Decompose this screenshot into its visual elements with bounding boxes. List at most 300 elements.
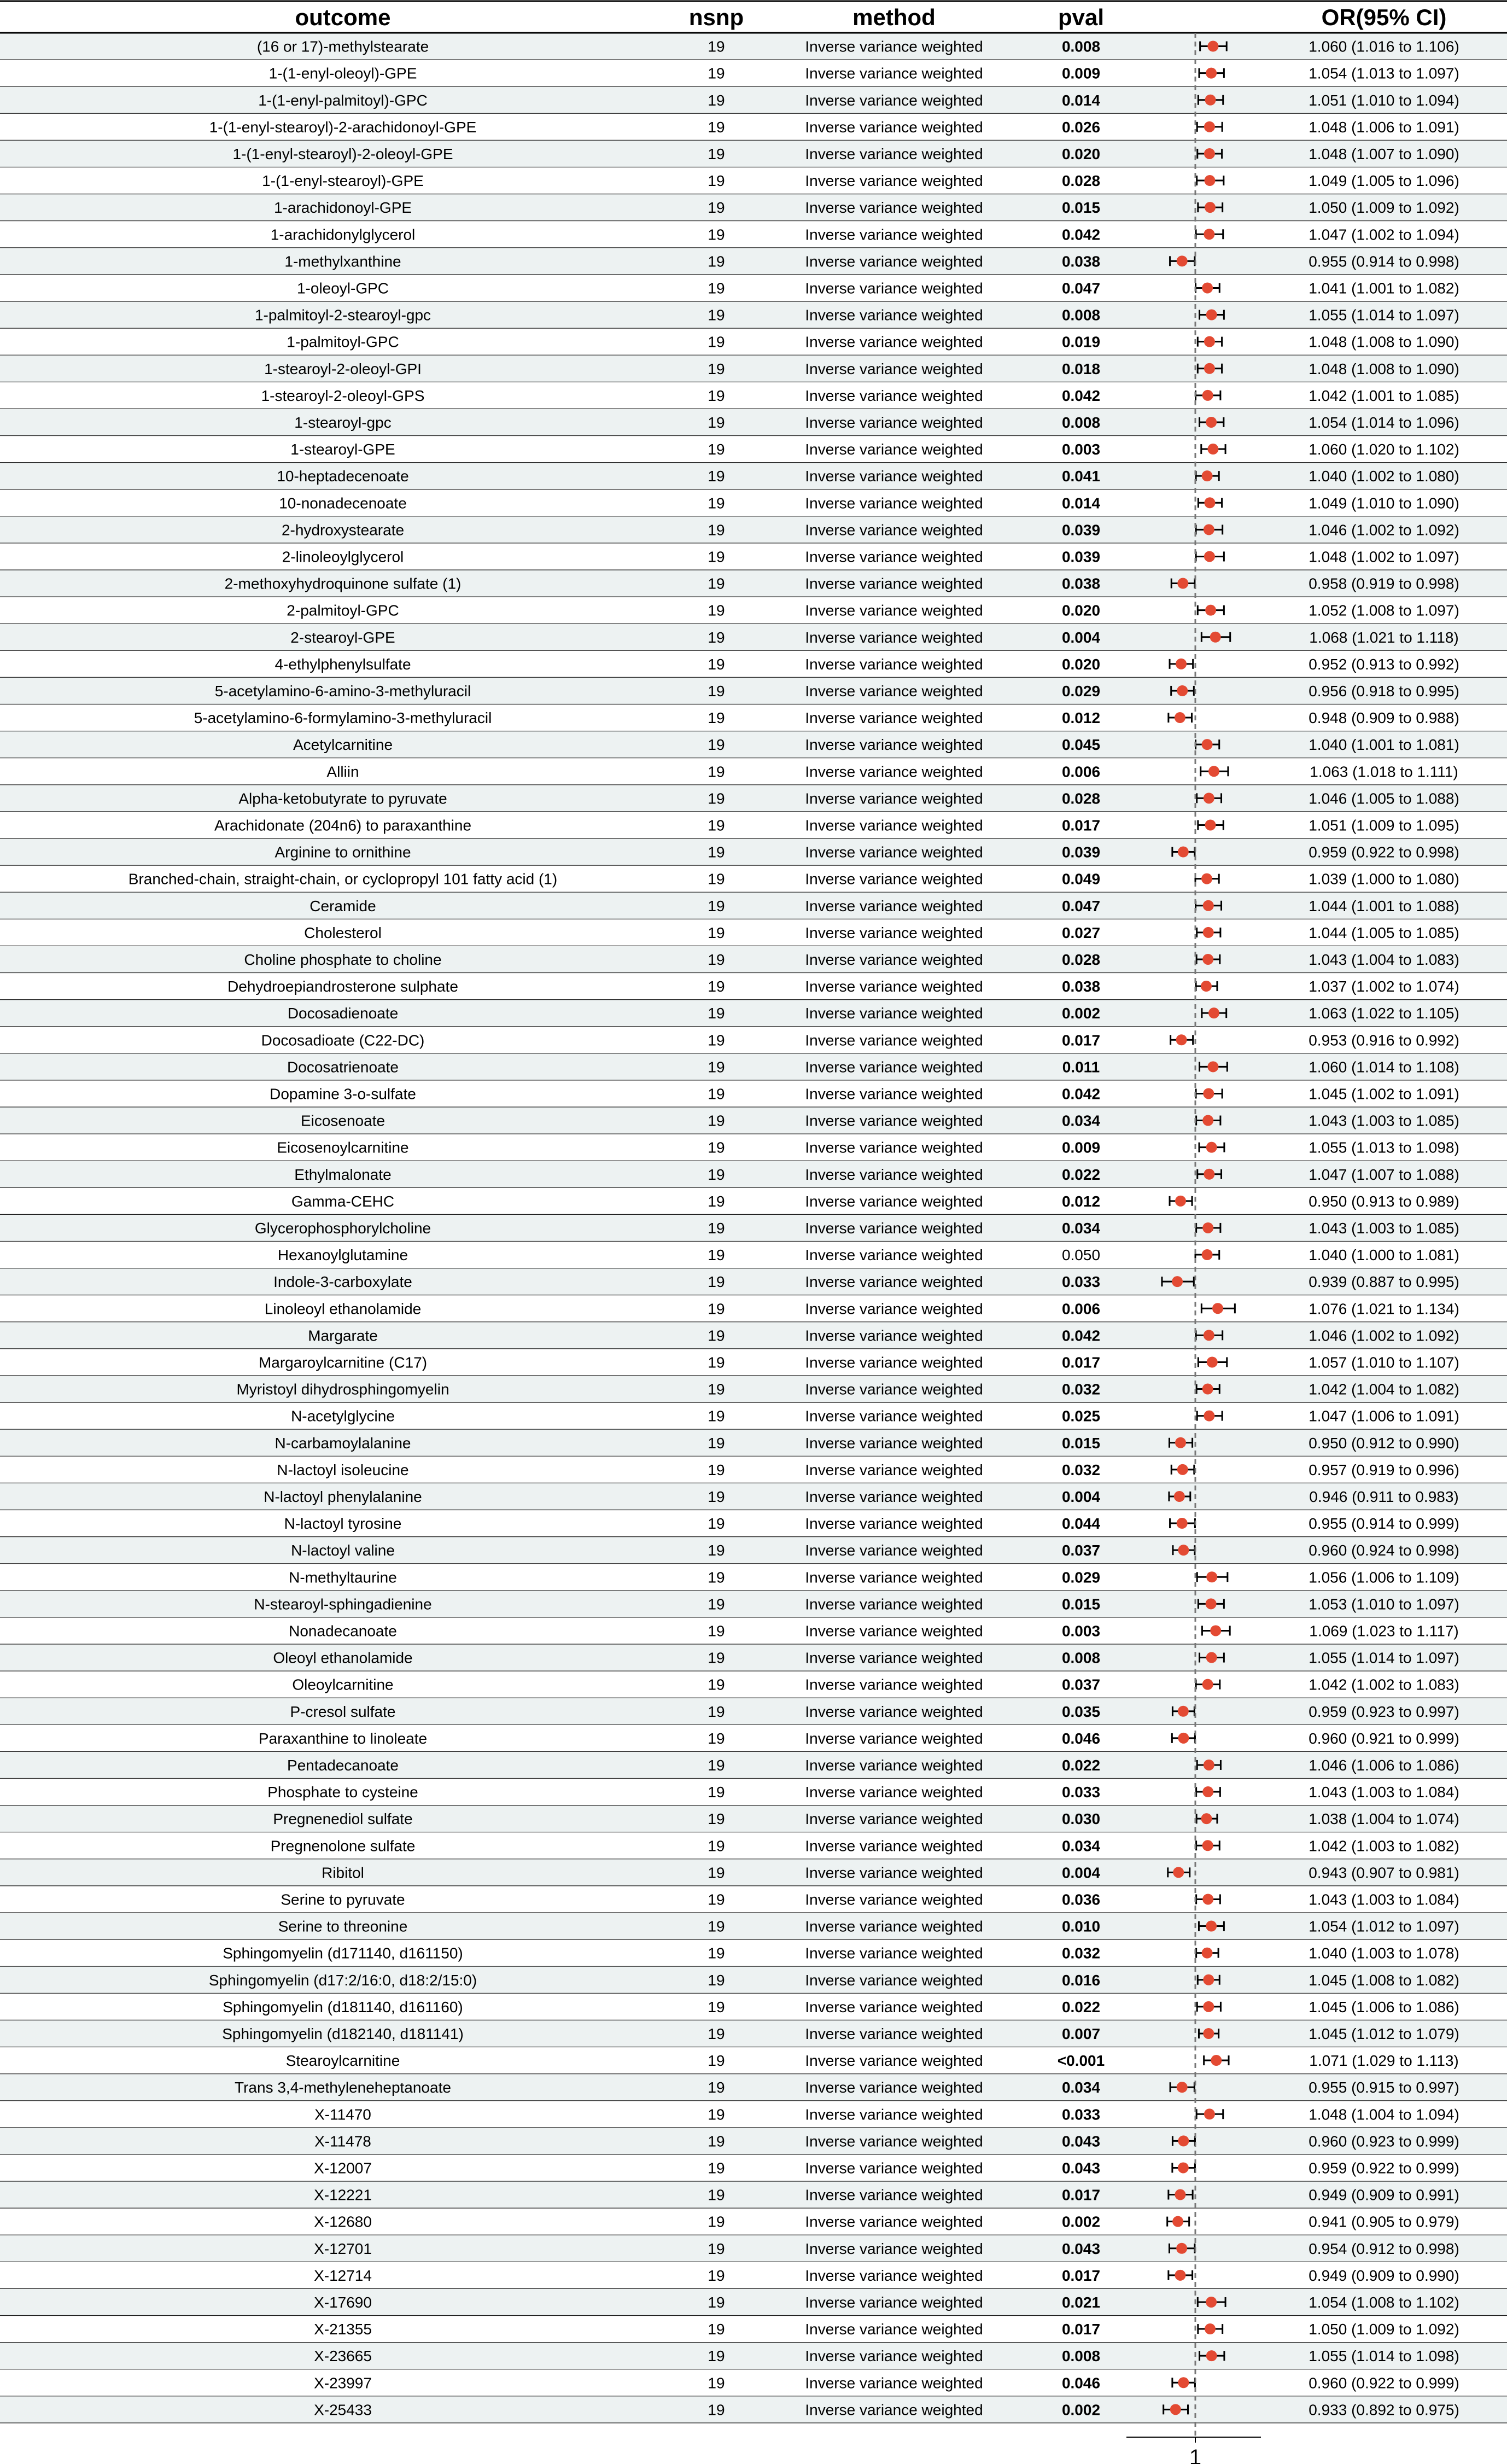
pval-cell: 0.032 [1061,1944,1101,1962]
nsnp-cell: 19 [708,1756,725,1774]
method-cell: Inverse variance weighted [805,333,983,351]
forest-mark [1198,819,1223,830]
outcome-cell: Gamma-CEHC [291,1192,395,1210]
method-cell: Inverse variance weighted [805,1354,983,1371]
method-cell: Inverse variance weighted [805,1434,983,1452]
outcome-cell: 1-(1-enyl-stearoyl)-2-arachidonoyl-GPE [209,118,477,136]
forest-mark [1195,1249,1219,1260]
or-ci-cell: 0.960 (0.923 to 0.999) [1309,2133,1459,2150]
method-cell: Inverse variance weighted [805,682,983,700]
table-row [314,2106,1459,2123]
forest-mark [1169,2270,1193,2281]
nsnp-cell: 19 [708,628,725,646]
outcome-cell: Serine to threonine [278,1918,408,1935]
or-point [1177,1518,1188,1529]
outcome-cell: 1-arachidonylglycerol [270,226,416,243]
pval-cell: 0.038 [1061,575,1101,592]
method-cell: Inverse variance weighted [805,306,983,324]
nsnp-cell: 19 [708,1112,725,1129]
or-ci-cell: 1.054 (1.013 to 1.097) [1309,65,1459,82]
method-cell: Inverse variance weighted [805,655,983,673]
outcome-cell: Indole-3-carboxylate [273,1273,412,1291]
or-ci-cell: 1.048 (1.008 to 1.090) [1309,333,1459,351]
pval-cell: 0.007 [1061,2025,1101,2042]
nsnp-cell: 19 [708,1622,725,1640]
method-cell: Inverse variance weighted [805,951,983,968]
method-cell: Inverse variance weighted [805,441,983,458]
method-cell: Inverse variance weighted [805,2106,983,2123]
method-cell: Inverse variance weighted [805,226,983,243]
header-outcome: outcome [295,4,391,30]
outcome-cell: Margarate [308,1327,378,1344]
or-point [1204,524,1214,535]
header-pval: pval [1058,4,1105,30]
outcome-cell: Alpha-ketobutyrate to pyruvate [238,790,447,807]
method-cell: Inverse variance weighted [805,1837,983,1855]
row-stripe [0,1429,1507,1456]
pval-cell: 0.020 [1061,655,1101,673]
outcome-cell: X-21355 [314,2321,372,2338]
method-cell: Inverse variance weighted [805,1139,983,1156]
table-row [227,978,1459,995]
or-point [1206,417,1217,428]
pval-cell: 0.010 [1061,1918,1101,1935]
or-ci-cell: 1.048 (1.006 to 1.091) [1309,118,1459,136]
nsnp-cell: 19 [708,1354,725,1371]
pval-cell: 0.021 [1061,2293,1101,2311]
row-stripe [0,33,1507,60]
table-row [290,441,1459,458]
pval-cell: 0.037 [1061,1676,1101,1693]
forest-mark [1198,605,1224,616]
nsnp-cell: 19 [708,1380,725,1398]
nsnp-cell: 19 [708,736,725,754]
method-cell: Inverse variance weighted [805,1515,983,1533]
or-ci-cell: 1.054 (1.014 to 1.096) [1309,413,1459,431]
pval-cell: 0.022 [1061,1166,1101,1183]
or-ci-cell: 0.954 (0.912 to 0.998) [1309,2240,1459,2257]
or-ci-cell: 0.960 (0.921 to 0.999) [1309,1729,1459,1747]
outcome-cell: N-stearoyl-sphingadienine [254,1595,432,1613]
outcome-cell: Nonadecanoate [289,1622,397,1640]
or-ci-cell: 1.045 (1.002 to 1.091) [1309,1085,1459,1103]
pval-cell: 0.043 [1061,2133,1101,2150]
or-point [1175,1437,1186,1448]
or-ci-cell: 1.055 (1.013 to 1.098) [1309,1139,1459,1156]
table-row [314,2374,1459,2391]
pval-cell: 0.042 [1061,387,1101,404]
forest-mark [1202,1625,1230,1636]
or-ci-cell: 1.048 (1.008 to 1.090) [1309,360,1459,377]
pval-cell: 0.017 [1061,2186,1101,2204]
nsnp-cell: 19 [708,1139,725,1156]
forest-mark [1198,2323,1223,2334]
method-cell: Inverse variance weighted [805,1676,983,1693]
outcome-cell: Ethylmalonate [294,1166,392,1183]
method-cell: Inverse variance weighted [805,978,983,995]
or-ci-cell: 0.939 (0.887 to 0.995) [1309,1273,1459,1291]
row-stripe [0,1751,1507,1778]
outcome-cell: Arachidonate (204n6) to paraxanthine [214,817,472,834]
method-cell: Inverse variance weighted [805,1622,983,1640]
method-cell: Inverse variance weighted [805,2321,983,2338]
or-ci-cell: 1.040 (1.001 to 1.081) [1309,736,1459,754]
or-point [1211,2055,1222,2066]
or-point [1206,1652,1217,1663]
or-point [1205,2323,1216,2334]
row-stripe [0,624,1507,650]
or-point [1202,1249,1213,1260]
row-stripe [0,1859,1507,1886]
table-row [292,1676,1459,1693]
or-point [1205,819,1216,830]
forest-mark [1196,1786,1220,1797]
nsnp-cell: 19 [708,1058,725,1076]
pval-cell: 0.039 [1061,843,1101,861]
outcome-cell: (16 or 17)-methylstearate [256,38,429,55]
outcome-cell: 2-hydroxystearate [281,521,405,539]
pval-cell: 0.050 [1061,1246,1101,1264]
method-cell: Inverse variance weighted [805,763,983,780]
method-cell: Inverse variance weighted [805,1219,983,1237]
or-point [1175,1196,1186,1207]
or-point [1204,1411,1214,1422]
method-cell: Inverse variance weighted [805,1058,983,1076]
or-point [1208,1007,1219,1018]
or-ci-cell: 0.959 (0.922 to 0.999) [1309,2159,1459,2177]
outcome-cell: Cholesterol [304,924,382,941]
method-cell: Inverse variance weighted [805,1246,983,1264]
row-stripe [0,2235,1507,2262]
forest-mark [1196,1840,1220,1851]
row-stripe [0,1483,1507,1510]
table-row [286,2052,1459,2069]
outcome-cell: P-cresol sulfate [290,1703,396,1720]
outcome-cell: N-methyltaurine [289,1569,397,1586]
nsnp-cell: 19 [708,1676,725,1693]
table-row [282,548,1459,565]
outcome-cell: N-lactoyl tyrosine [284,1515,402,1533]
forest-mark [1170,659,1193,669]
or-ci-cell: 0.955 (0.915 to 0.997) [1309,2079,1459,2096]
outcome-cell: 1-(1-enyl-stearoyl)-2-oleoyl-GPE [232,145,453,162]
method-cell: Inverse variance weighted [805,1407,983,1425]
method-cell: Inverse variance weighted [805,548,983,566]
outcome-cell: Arginine to ornithine [274,843,411,861]
or-ci-cell: 0.949 (0.909 to 0.991) [1309,2186,1459,2204]
pval-cell: 0.008 [1061,1649,1101,1667]
nsnp-cell: 19 [708,38,725,55]
or-ci-cell: 1.041 (1.001 to 1.082) [1309,279,1459,297]
pval-cell: 0.033 [1061,1273,1101,1291]
pval-cell: 0.047 [1061,897,1101,914]
method-cell: Inverse variance weighted [805,1112,983,1129]
table-row [277,1461,1459,1478]
pval-cell: 0.009 [1061,1139,1101,1156]
row-stripe [0,1537,1507,1564]
outcome-cell: 5-acetylamino-6-amino-3-methyluracil [214,682,471,700]
table-row [261,387,1459,404]
outcome-cell: 1-arachidonoyl-GPE [273,199,412,217]
pval-cell: 0.033 [1061,2106,1101,2123]
or-ci-cell: 0.943 (0.907 to 0.981) [1309,1864,1459,1882]
or-ci-cell: 0.953 (0.916 to 0.992) [1309,1032,1459,1049]
method-cell: Inverse variance weighted [805,1864,983,1882]
table-row [278,1246,1459,1263]
or-point [1203,2001,1214,2012]
pval-cell: 0.004 [1061,628,1101,646]
pval-cell: 0.008 [1061,413,1101,431]
nsnp-cell: 19 [708,118,725,136]
row-stripe [0,731,1507,758]
method-cell: Inverse variance weighted [805,2133,983,2150]
or-point [1202,1115,1213,1126]
nsnp-cell: 19 [708,1192,725,1210]
or-ci-cell: 1.046 (1.002 to 1.092) [1309,521,1459,539]
method-cell: Inverse variance weighted [805,1891,983,1908]
outcome-cell: 1-(1-enyl-stearoyl)-GPE [262,172,424,190]
outcome-cell: 1-stearoyl-gpc [294,413,392,431]
pval-cell: 0.039 [1061,548,1101,566]
outcome-cell: Margaroylcarnitine (C17) [258,1354,428,1371]
or-point [1170,2404,1181,2415]
or-point [1178,1733,1189,1744]
or-point [1210,632,1221,643]
table-row [259,1354,1459,1371]
method-cell: Inverse variance weighted [805,1461,983,1478]
or-ci-cell: 1.060 (1.020 to 1.102) [1309,441,1459,458]
or-point [1175,712,1185,723]
or-ci-cell: 0.955 (0.914 to 0.998) [1309,253,1459,270]
forest-mark [1169,712,1192,723]
method-cell: Inverse variance weighted [805,575,983,592]
or-point [1204,148,1215,159]
outcome-cell: Linoleoyl ethanolamide [264,1300,422,1318]
table-row [326,763,1458,780]
outcome-cell: N-acetylglycine [291,1407,395,1425]
outcome-cell: Stearoylcarnitine [285,2052,400,2070]
pval-cell: 0.014 [1061,494,1101,512]
or-point [1201,873,1212,884]
or-point [1202,739,1213,750]
row-stripe [0,785,1507,812]
forest-mark [1197,927,1220,938]
method-cell: Inverse variance weighted [805,2374,983,2392]
or-ci-cell: 1.048 (1.007 to 1.090) [1309,145,1459,162]
or-ci-cell: 1.046 (1.006 to 1.086) [1309,1756,1459,1774]
nsnp-cell: 19 [708,763,725,780]
outcome-cell: Acetylcarnitine [293,736,393,754]
row-stripe [0,2181,1507,2208]
table-row [314,2321,1459,2338]
method-cell: Inverse variance weighted [805,2052,983,2070]
or-point [1207,444,1218,455]
outcome-cell: 1-methylxanthine [284,253,401,270]
row-stripe [0,2128,1507,2154]
nsnp-cell: 19 [708,2159,725,2177]
row-stripe [0,1644,1507,1671]
or-ci-cell: 1.051 (1.009 to 1.095) [1309,817,1459,834]
pval-cell: 0.012 [1061,709,1101,727]
method-cell: Inverse variance weighted [805,1380,983,1398]
or-ci-cell: 0.959 (0.922 to 0.998) [1309,843,1459,861]
method-cell: Inverse variance weighted [805,709,983,727]
nsnp-cell: 19 [708,1703,725,1720]
method-cell: Inverse variance weighted [805,628,983,646]
pval-cell: 0.020 [1061,602,1101,619]
pval-cell: 0.004 [1061,1488,1101,1505]
table-row [277,1139,1459,1156]
method-cell: Inverse variance weighted [805,38,983,55]
pval-cell: 0.034 [1061,1219,1101,1237]
method-cell: Inverse variance weighted [805,1032,983,1049]
or-point [1202,1786,1213,1797]
pval-cell: 0.034 [1061,1112,1101,1129]
pval-cell: 0.003 [1061,441,1101,458]
or-ci-cell: 1.063 (1.018 to 1.111) [1310,763,1458,780]
or-point [1204,793,1214,803]
outcome-cell: Sphingomyelin (d182140, d181141) [222,2025,464,2042]
or-ci-cell: 1.040 (1.003 to 1.078) [1309,1944,1459,1962]
forest-mark [1196,390,1220,401]
outcome-cell: 10-heptadecenoate [277,468,409,485]
or-point [1206,1142,1217,1153]
or-point [1204,229,1214,240]
row-stripe [0,1053,1507,1080]
or-point [1207,1061,1218,1072]
pval-cell: 0.017 [1061,2267,1101,2284]
nsnp-cell: 19 [708,978,725,995]
pval-cell: 0.025 [1061,1407,1101,1425]
or-ci-cell: 1.047 (1.006 to 1.091) [1309,1407,1459,1425]
or-point [1204,551,1215,562]
nsnp-cell: 19 [708,2321,725,2338]
method-cell: Inverse variance weighted [805,1756,983,1774]
nsnp-cell: 19 [708,1005,725,1022]
or-point [1178,1545,1189,1556]
outcome-cell: N-lactoyl isoleucine [277,1461,409,1478]
pval-cell: 0.017 [1061,1032,1101,1049]
table-row [291,1408,1459,1425]
method-cell: Inverse variance weighted [805,2293,983,2311]
or-ci-cell: 0.955 (0.914 to 0.999) [1309,1515,1459,1533]
nsnp-cell: 19 [708,1998,725,2016]
nsnp-cell: 19 [708,897,725,914]
method-cell: Inverse variance weighted [805,817,983,834]
method-cell: Inverse variance weighted [805,897,983,914]
pval-cell: 0.043 [1061,2240,1101,2257]
forest-mark [1171,1464,1194,1475]
forest-mark [1196,2108,1223,2119]
pval-cell: 0.014 [1061,91,1101,109]
or-ci-cell: 1.071 (1.029 to 1.113) [1309,2052,1459,2070]
nsnp-cell: 19 [708,1891,725,1908]
pval-cell: 0.027 [1061,924,1101,941]
or-point [1203,2028,1214,2039]
method-cell: Inverse variance weighted [805,1300,983,1318]
nsnp-cell: 19 [708,145,725,162]
row-stripe [0,1268,1507,1295]
or-ci-cell: 1.076 (1.021 to 1.134) [1309,1300,1459,1318]
nsnp-cell: 19 [708,2267,725,2284]
forest-mark [1196,1894,1220,1904]
outcome-cell: 4-ethylphenylsulfate [274,655,411,673]
forest-mark [1196,1679,1220,1690]
outcome-cell: X-12680 [314,2213,372,2230]
table-row [267,1784,1459,1801]
row-stripe [0,1161,1507,1187]
nsnp-cell: 19 [708,1273,725,1291]
nsnp-cell: 19 [708,1729,725,1747]
nsnp-cell: 19 [708,1488,725,1505]
outcome-cell: X-17690 [314,2293,372,2311]
method-cell: Inverse variance weighted [805,468,983,485]
nsnp-cell: 19 [708,199,725,217]
or-point [1208,766,1219,777]
pval-cell: 0.029 [1061,1569,1101,1586]
pval-cell: 0.015 [1061,1595,1101,1613]
or-point [1177,578,1188,589]
table-row [269,65,1459,82]
forest-mark [1201,766,1228,777]
pval-cell: 0.008 [1061,306,1101,324]
nsnp-cell: 19 [708,2106,725,2123]
table-row [223,1945,1459,1962]
method-cell: Inverse variance weighted [805,1085,983,1103]
nsnp-cell: 19 [708,2052,725,2070]
nsnp-cell: 19 [708,2186,725,2204]
pval-cell: 0.006 [1061,1300,1101,1318]
forest-mark [1196,229,1223,240]
forest-mark [1170,1196,1192,1207]
or-point [1201,981,1212,992]
outcome-cell: X-12007 [314,2159,372,2177]
or-ci-cell: 1.055 (1.014 to 1.098) [1309,2348,1459,2365]
outcome-cell: Pentadecanoate [287,1756,399,1774]
method-cell: Inverse variance weighted [805,2186,983,2204]
or-ci-cell: 1.042 (1.001 to 1.085) [1309,387,1459,404]
or-point [1178,847,1189,858]
method-cell: Inverse variance weighted [805,1649,983,1667]
outcome-cell: N-carbamoylalanine [274,1434,411,1452]
or-point [1204,363,1215,374]
row-stripe [0,463,1507,490]
outcome-cell: 10-nonadecenoate [279,494,407,512]
forest-mark [1196,981,1217,992]
outcome-cell: 1-palmitoyl-GPC [287,333,399,351]
row-stripe [0,409,1507,435]
nsnp-cell: 19 [708,1649,725,1667]
table-row [223,1999,1459,2016]
or-ci-cell: 1.055 (1.014 to 1.097) [1309,306,1459,324]
table-row [281,1891,1459,1908]
row-stripe [0,2288,1507,2315]
pval-cell: 0.020 [1061,145,1101,162]
or-point [1176,2243,1187,2254]
method-cell: Inverse variance weighted [805,790,983,807]
forest-mark [1196,1088,1222,1099]
nsnp-cell: 19 [708,2079,725,2096]
or-point [1204,1760,1214,1770]
x-axis-tick-label: 1 [1189,2445,1202,2464]
table-row [287,602,1459,619]
outcome-cell: 2-stearoyl-GPE [290,628,395,646]
nsnp-cell: 19 [708,1569,725,1586]
or-point [1212,1303,1223,1314]
outcome-cell: X-12221 [314,2186,372,2204]
nsnp-cell: 19 [708,1595,725,1613]
method-cell: Inverse variance weighted [805,2267,983,2284]
